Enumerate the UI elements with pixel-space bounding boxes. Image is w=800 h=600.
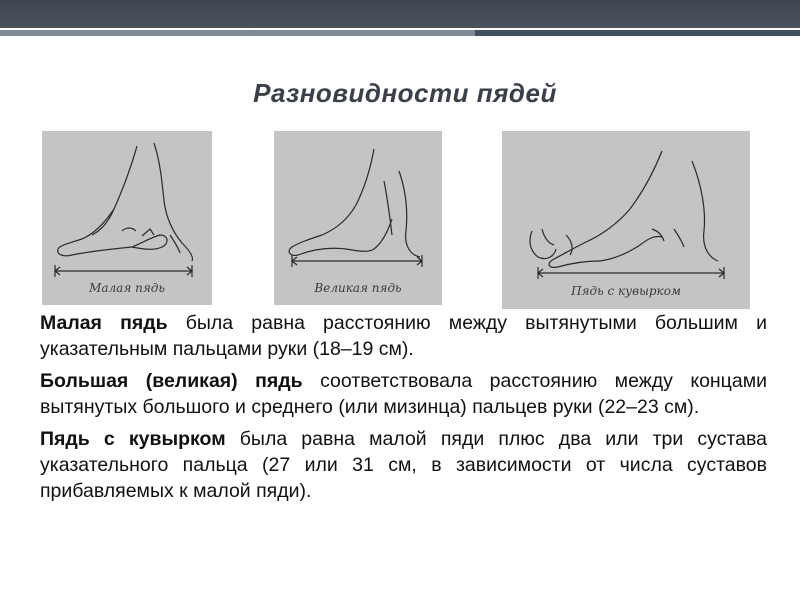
span-with-tumble-hand-drawing (502, 131, 750, 309)
paragraph-small-span (40, 310, 767, 362)
paragraph-great-span (40, 368, 767, 420)
figure-span-with-tumble (502, 131, 750, 309)
accent-bar-right (475, 30, 800, 36)
figure-caption: Малая пядь (89, 281, 165, 295)
great-span-hand-drawing (274, 131, 442, 305)
paragraph-span-with-tumble (40, 426, 767, 504)
figure-great-span (274, 131, 442, 305)
figure-small-span (42, 131, 212, 305)
paragraph-text: соответствовала расстоянию между концами вытянутых большого и среднего (или мизинца) пальцев руки (22–23 см). (40, 370, 767, 418)
top-bar (0, 0, 800, 28)
figure-caption: Великая пядь (314, 281, 402, 295)
small-span-hand-drawing (42, 131, 212, 305)
paragraph-text: была равна малой пяди плюс два или три сустава указательного пальца (27 или 31 см, в зависимости от числа суставов прибавляемых к малой пяди). (40, 428, 767, 502)
figure-caption: Пядь с кувырком (571, 284, 681, 298)
slide-title: Разновидности пядей (253, 78, 557, 108)
term-great-span: Большая (великая) пядь (40, 370, 303, 392)
term-small-span: Малая пядь (40, 312, 168, 334)
body-text (40, 310, 767, 510)
term-span-with-tumble: Пядь с кувырком (40, 428, 226, 450)
paragraph-text: была равна расстоянию между вытянутыми большим и указательным пальцами руки (18–19 см). (40, 312, 767, 360)
